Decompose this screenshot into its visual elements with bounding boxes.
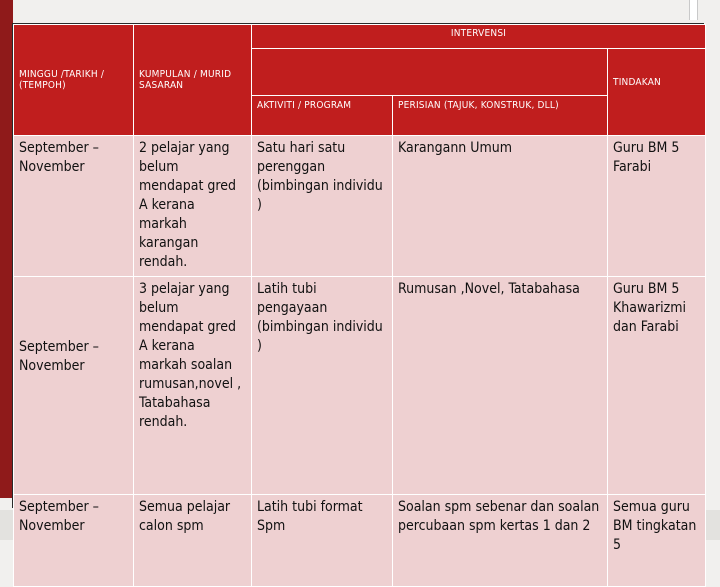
cell-perisian: Rumusan ,Novel, Tatabahasa xyxy=(393,277,608,495)
cell-kumpulan: 3 pelajar yang belum mendapat gred A kerana markah soalan rumusan,novel , Tatabahasa rendah. xyxy=(134,277,252,495)
cell-minggu: September – November xyxy=(14,277,134,495)
header-tindakan: TINDAKAN xyxy=(608,49,706,136)
cell-minggu: September – November xyxy=(14,495,134,587)
header-aktiviti: AKTIVITI / PROGRAM xyxy=(252,96,393,136)
cell-kumpulan: 2 pelajar yang belum mendapat gred A kerana markah karangan rendah. xyxy=(134,136,252,277)
header-perisian: PERISIAN (TAJUK, KONSTRUK, DLL) xyxy=(393,96,608,136)
intervention-table xyxy=(12,23,704,553)
cell-minggu: September – November xyxy=(14,136,134,277)
header-kumpulan: KUMPULAN / MURID SASARAN xyxy=(134,25,252,136)
table-row xyxy=(14,495,706,587)
cell-perisian: Soalan spm sebenar dan soalan percubaan spm kertas 1 dan 2 xyxy=(393,495,608,587)
header-intervensi: INTERVENSI xyxy=(252,25,706,49)
cell-tindakan: Guru BM 5 Khawarizmi dan Farabi xyxy=(608,277,706,495)
cell-aktiviti: Latih tubi pengayaan (bimbingan individu ) xyxy=(252,277,393,495)
table-row xyxy=(14,277,706,495)
header-minggu: MINGGU /TARIKH / (TEMPOH) xyxy=(14,25,134,136)
cell-kumpulan: Semua pelajar calon spm xyxy=(134,495,252,587)
cell-aktiviti: Satu hari satu perenggan (bimbingan individu ) xyxy=(252,136,393,277)
table-row xyxy=(14,136,706,277)
header-spacer xyxy=(252,49,608,96)
cell-tindakan: Guru BM 5 Farabi xyxy=(608,136,706,277)
decorative-line xyxy=(689,0,698,20)
cell-aktiviti: Latih tubi format Spm xyxy=(252,495,393,587)
cell-perisian: Karangann Umum xyxy=(393,136,608,277)
table xyxy=(13,24,706,587)
cell-tindakan: Semua guru BM tingkatan 5 xyxy=(608,495,706,587)
